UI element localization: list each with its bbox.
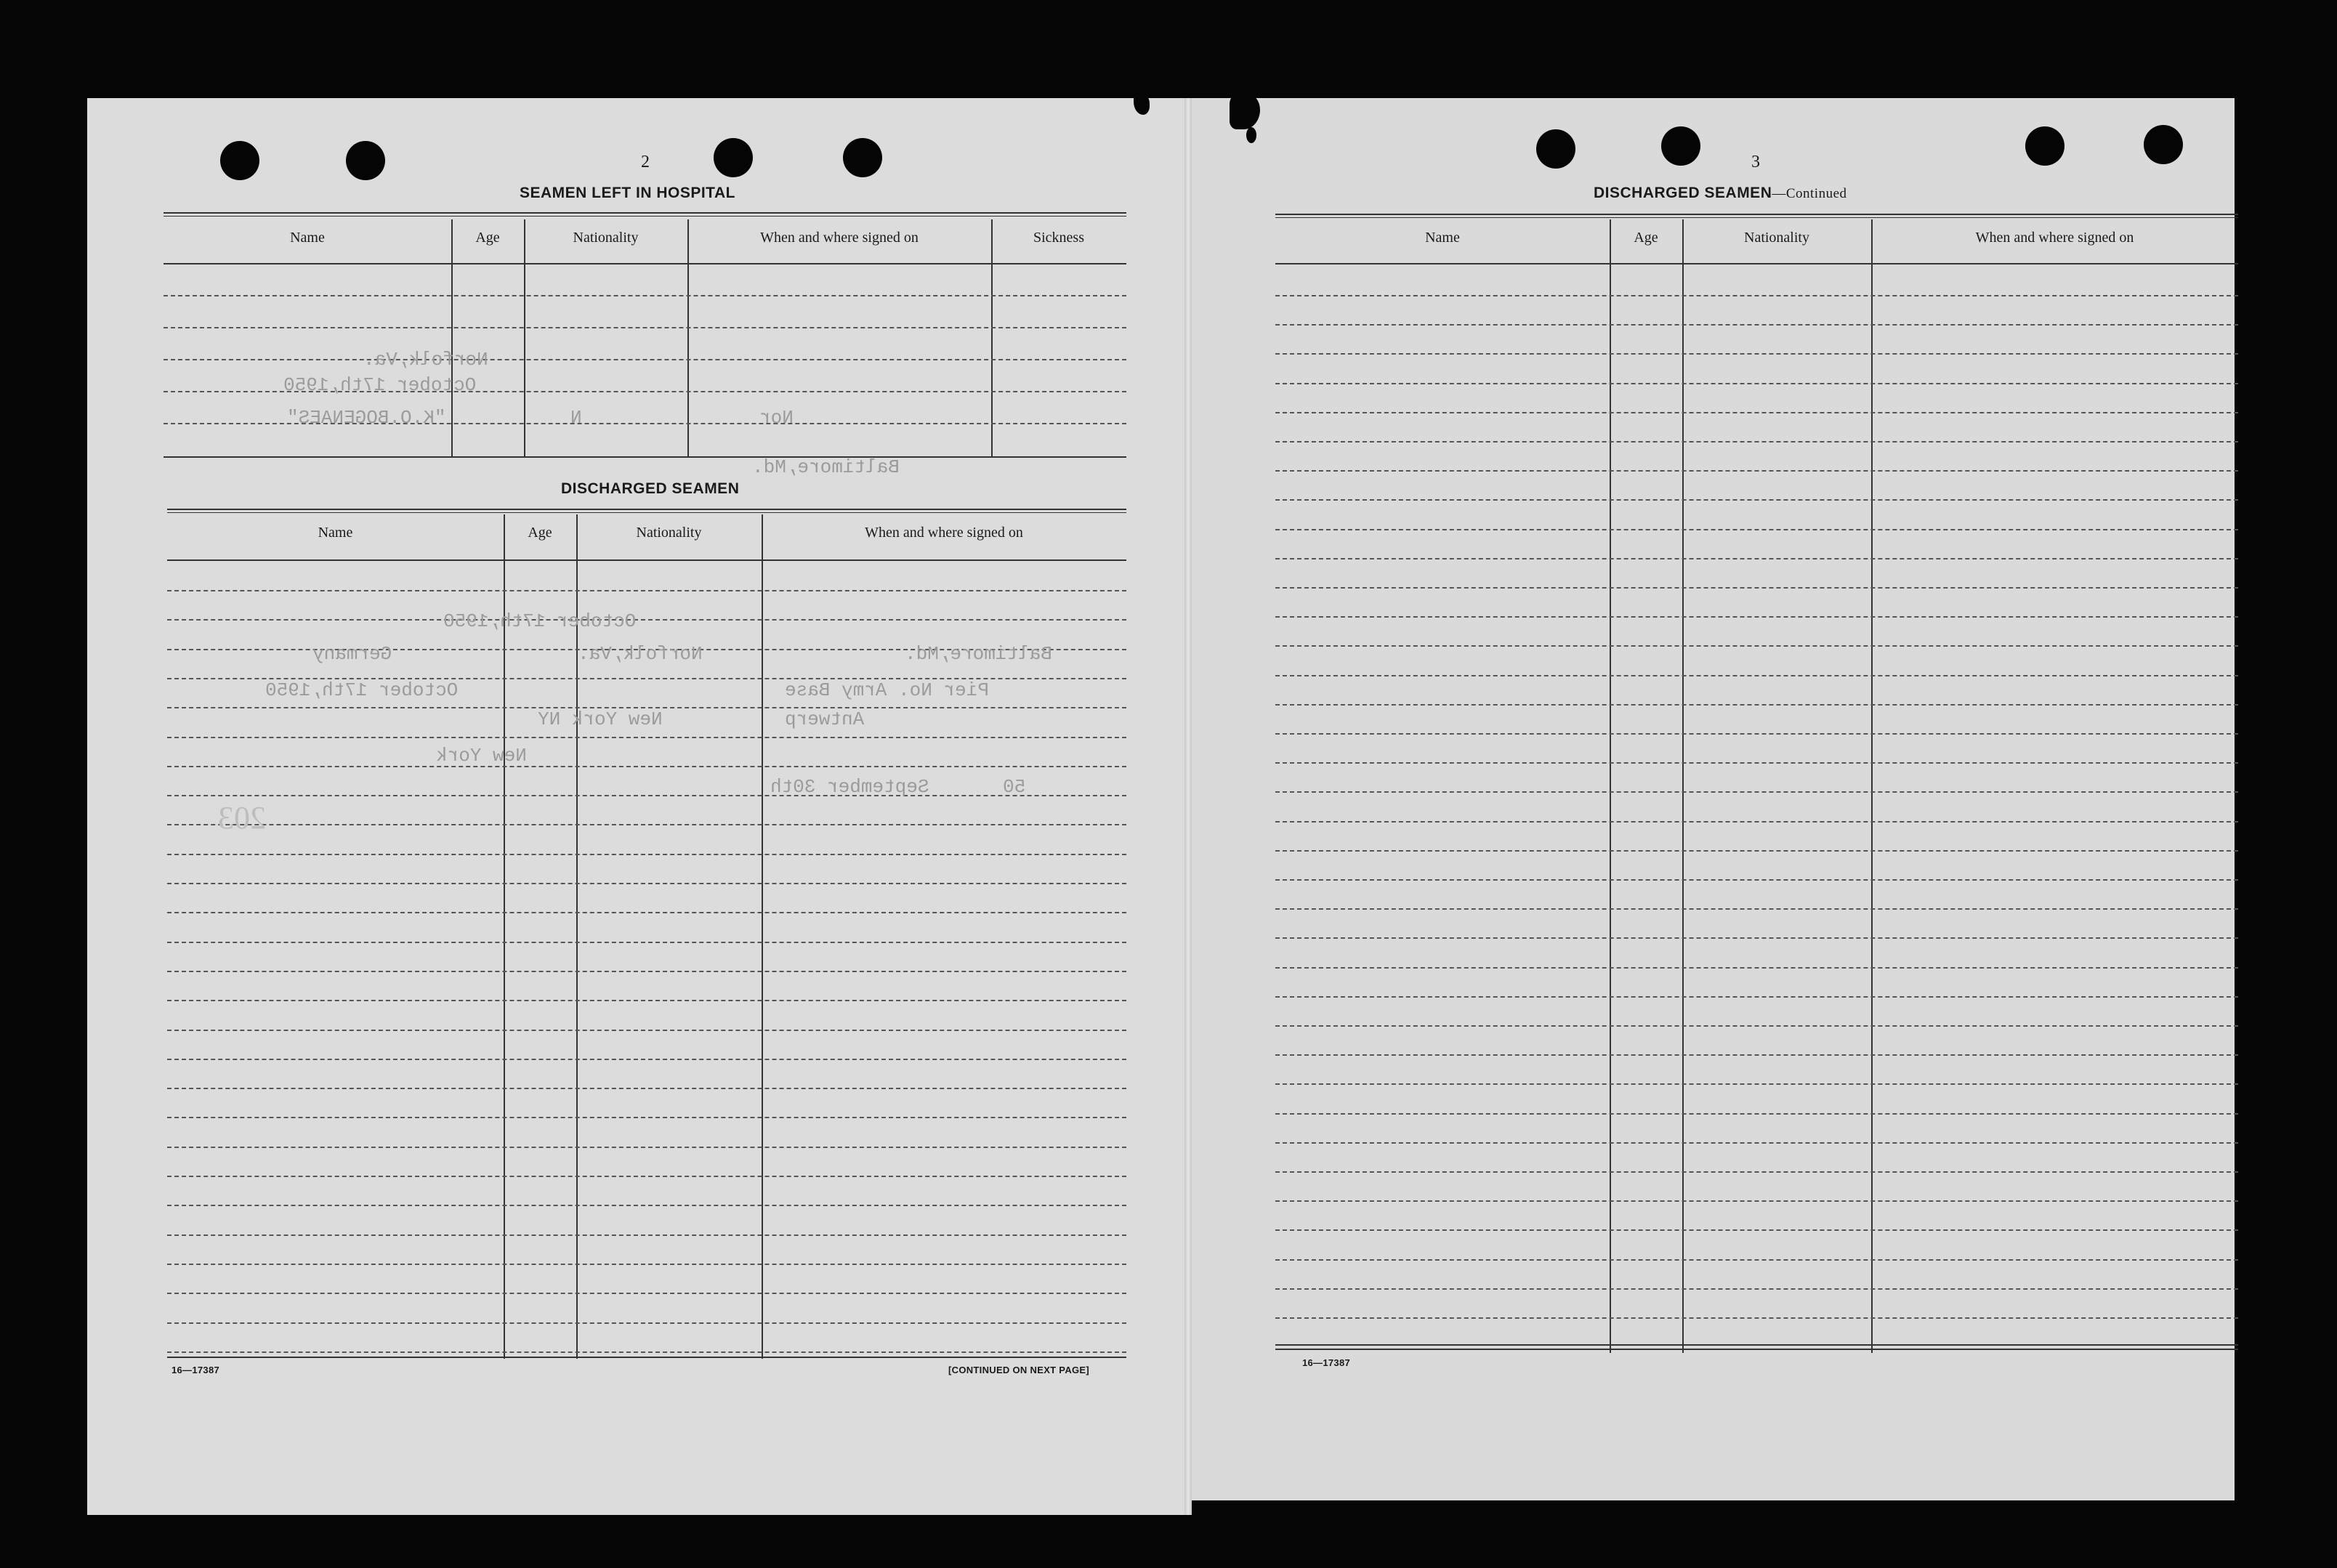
column-header-age: Age [1634, 230, 1658, 246]
column-header-age: Age [475, 230, 500, 246]
column-header-name: Name [290, 230, 325, 246]
ruled-line [1275, 1083, 2238, 1085]
bleed-text: Pier No. Army Base [785, 679, 989, 701]
table-top-rule [167, 509, 1126, 513]
header-underline [167, 559, 1126, 561]
ruled-line [1275, 791, 2238, 793]
column-divider [1682, 219, 1684, 1353]
column-header-signed-on: When and where signed on [865, 525, 1023, 541]
ruled-line [167, 1205, 1126, 1206]
column-divider [451, 219, 453, 458]
discharged-continued-table [1275, 214, 2238, 1357]
table-top-rule [164, 212, 1126, 217]
ruled-line [167, 737, 1126, 738]
discharged-section-title: DISCHARGED SEAMEN [561, 480, 740, 497]
ruled-line [167, 1059, 1126, 1060]
ruled-line [1275, 499, 2238, 501]
form-code: 16—17387 [171, 1365, 220, 1375]
bleed-text: Baltimore,Md. [905, 643, 1052, 665]
ruled-line [1275, 295, 2238, 296]
column-divider [1871, 219, 1873, 1353]
discharged-continued-title [1594, 185, 1847, 202]
bleed-text: September 30th [770, 776, 929, 798]
bleed-text: October 17th,1950 [265, 679, 459, 701]
ruled-line [164, 295, 1126, 296]
bleed-text: October 17th,1950 [443, 610, 637, 632]
ruled-line [167, 1234, 1126, 1236]
page-number: 2 [641, 153, 650, 171]
paper-tear [1246, 127, 1256, 143]
column-header-name: Name [1425, 230, 1460, 246]
ruled-line [1275, 1054, 2238, 1056]
table-bottom-rule [164, 456, 1126, 458]
column-header-nationality: Nationality [1744, 230, 1809, 246]
punch-hole [714, 138, 753, 177]
ruled-line [167, 942, 1126, 943]
ruled-line [1275, 937, 2238, 939]
bleed-stamp-number: 203 [218, 800, 266, 836]
ruled-line [167, 1322, 1126, 1324]
column-divider [687, 219, 689, 458]
ruled-line [1275, 1171, 2238, 1173]
table-bottom-rule [1275, 1344, 2238, 1346]
ruled-line [167, 619, 1126, 621]
ruled-line [167, 795, 1126, 796]
bleed-text: N [570, 407, 582, 429]
ruled-line [1275, 558, 2238, 559]
column-header-nationality: Nationality [636, 525, 702, 541]
ruled-line [164, 327, 1126, 328]
column-header-signed-on: When and where signed on [1975, 230, 2134, 246]
ruled-line [167, 883, 1126, 884]
ruled-line [1275, 470, 2238, 472]
continued-note: [CONTINUED ON NEXT PAGE] [948, 1365, 1090, 1375]
ruled-line [1275, 762, 2238, 764]
ruled-line [167, 1030, 1126, 1031]
ruled-line [1275, 850, 2238, 852]
column-header-sickness: Sickness [1033, 230, 1084, 246]
ruled-line [1275, 996, 2238, 998]
column-divider [524, 219, 525, 458]
ruled-line [167, 1293, 1126, 1294]
ruled-line [1275, 645, 2238, 647]
ruled-line [1275, 704, 2238, 706]
page-number: 3 [1751, 153, 1760, 171]
column-divider [1610, 219, 1611, 1353]
punch-hole [1661, 126, 1700, 166]
bleed-text: Norfolk,Va. [363, 349, 488, 371]
column-divider [762, 514, 763, 1359]
ruled-line [1275, 324, 2238, 326]
ruled-line [167, 590, 1126, 591]
section-title-suffix: —Continued [1772, 186, 1847, 201]
ruled-line [164, 359, 1126, 360]
bleed-text: 50 [1003, 776, 1026, 798]
ruled-line [1275, 1259, 2238, 1261]
column-header-nationality: Nationality [573, 230, 639, 246]
ruled-line [167, 1117, 1126, 1118]
column-divider [504, 514, 505, 1359]
ruled-line [167, 824, 1126, 825]
ruled-line [1275, 529, 2238, 530]
bleed-text: Antwerp [785, 708, 865, 730]
header-underline [164, 263, 1126, 264]
ruled-line [1275, 1229, 2238, 1231]
header-underline [1275, 263, 2238, 264]
ruled-line [1275, 733, 2238, 735]
ruled-line [1275, 441, 2238, 442]
ruled-line [1275, 1288, 2238, 1290]
ruled-line [1275, 1113, 2238, 1115]
ruled-line [167, 1264, 1126, 1265]
bleed-text: "K.O.BOGENAES" [287, 407, 446, 429]
hospital-section-title: SEAMEN LEFT IN HOSPITAL [520, 185, 735, 201]
ruled-line [167, 1176, 1126, 1177]
column-header-signed-on: When and where signed on [760, 230, 919, 246]
ruled-line [1275, 616, 2238, 618]
bleed-text: Nor [759, 407, 794, 429]
ruled-line [1275, 1025, 2238, 1027]
ruled-line [1275, 908, 2238, 910]
ruled-line [167, 1000, 1126, 1001]
ruled-line [167, 971, 1126, 972]
ruled-line [167, 854, 1126, 855]
bleed-text: Germany [312, 643, 392, 665]
ruled-line [1275, 383, 2238, 384]
ruled-line [1275, 879, 2238, 881]
punch-hole [843, 138, 882, 177]
ruled-line [1275, 967, 2238, 969]
bleed-text: New York [436, 745, 527, 767]
ruled-line [1275, 1317, 2238, 1319]
column-divider [991, 219, 993, 458]
ruled-line [167, 912, 1126, 913]
table-top-rule [1275, 214, 2238, 218]
bleed-text: Baltimore,Md. [752, 456, 900, 478]
ruled-line [1275, 353, 2238, 355]
bleed-text: Norfolk,Va. [578, 643, 703, 665]
ruled-line [1275, 587, 2238, 589]
punch-hole [2025, 126, 2064, 166]
table-bottom-rule [167, 1357, 1126, 1358]
ruled-line [1275, 412, 2238, 413]
form-code: 16—17387 [1302, 1357, 1351, 1368]
column-header-age: Age [528, 525, 552, 541]
bleed-text: New York NY [538, 708, 663, 730]
ruled-line [1275, 821, 2238, 823]
punch-hole [220, 141, 259, 180]
ruled-line [167, 1088, 1126, 1089]
ruled-line [1275, 675, 2238, 676]
section-title-main: DISCHARGED SEAMEN [1594, 185, 1772, 201]
discharged-table [167, 509, 1126, 1359]
punch-hole [2144, 125, 2183, 164]
ruled-line [167, 766, 1126, 767]
punch-hole [346, 141, 385, 180]
bleed-text: October 17th,1950 [283, 374, 477, 396]
ruled-line [167, 1351, 1126, 1353]
ruled-line [167, 1147, 1126, 1148]
page-fold [1184, 98, 1192, 1515]
punch-hole [1536, 129, 1575, 169]
ruled-line [1275, 1200, 2238, 1202]
column-header-name: Name [318, 525, 353, 541]
column-divider [576, 514, 578, 1359]
table-bottom-rule [1275, 1349, 2238, 1350]
ruled-line [1275, 1142, 2238, 1144]
